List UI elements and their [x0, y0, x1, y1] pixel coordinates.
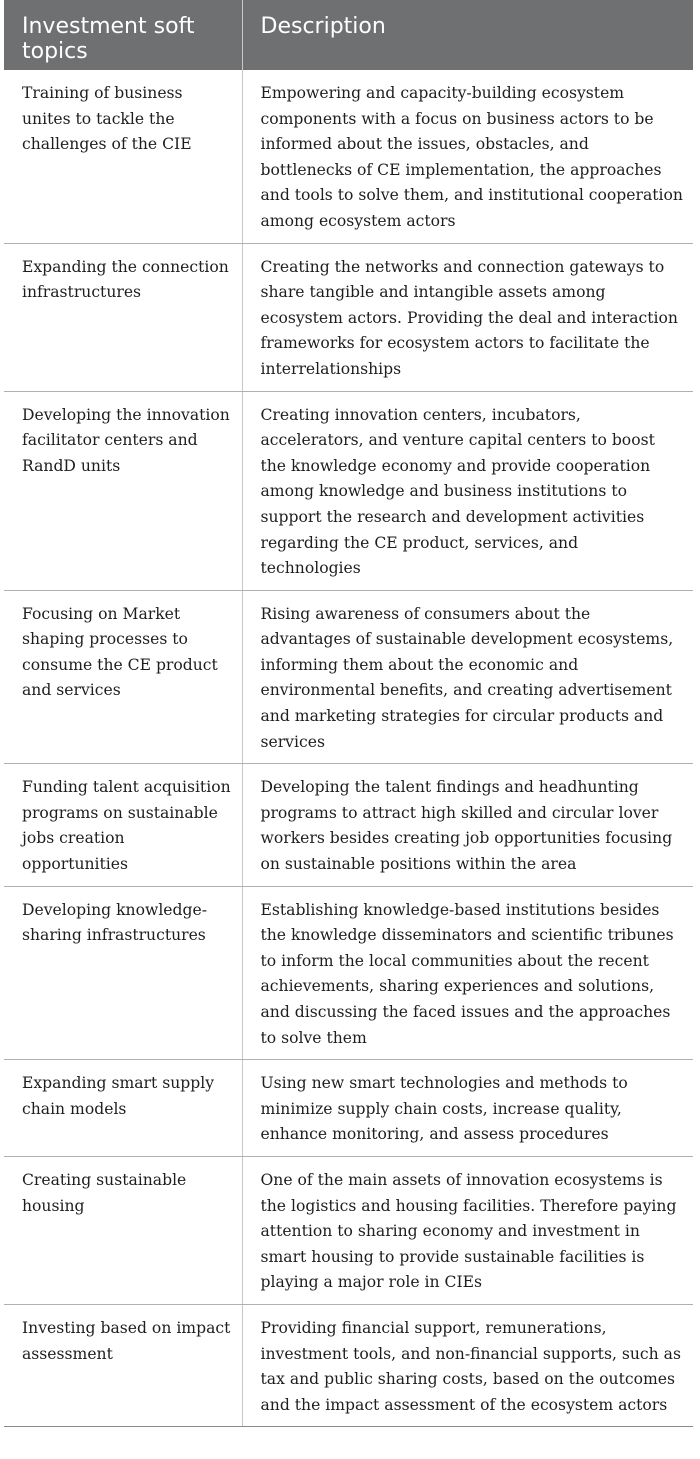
table-row [4, 1156, 693, 1304]
description-cell: Using new smart technologies and methods to minimize supply chain costs, increase quality, enhance monitoring, and assess procedures [242, 1060, 693, 1157]
table-row [4, 1304, 693, 1426]
table-row [4, 70, 693, 243]
topic-cell: Creating sustainable housing [4, 1156, 242, 1304]
description-cell: Rising awareness of consumers about the advantages of sustainable development ecosystems, informing them about the economic and environmental benefits, and creating advertisement and marketing strategies for circular products and services [242, 590, 693, 764]
header-description: Description [242, 0, 693, 70]
topic-cell: Developing knowledge-sharing infrastructures [4, 886, 242, 1060]
table-header [4, 0, 693, 70]
description-cell: Creating innovation centers, incubators, accelerators, and venture capital centers to boost the knowledge economy and provide cooperation among knowledge and business institutions to support the research and development activities regarding the CE product, services, and technologies [242, 391, 693, 590]
topic-cell: Expanding smart supply chain models [4, 1060, 242, 1157]
table-row [4, 391, 693, 590]
description-cell: Developing the talent findings and headhunting programs to attract high skilled and circular lover workers besides creating job opportunities focusing on sustainable positions within the area [242, 764, 693, 886]
topic-cell: Investing based on impact assessment [4, 1304, 242, 1426]
description-cell: One of the main assets of innovation ecosystems is the logistics and housing facilities. Therefore paying attention to sharing economy and investment in smart housing to provide sustainable facilities is playing a major role in CIEs [242, 1156, 693, 1304]
investment-topics-table [4, 0, 693, 1427]
header-investment-soft-topics: Investment soft topics [4, 0, 242, 70]
topic-cell: Funding talent acquisition programs on sustainable jobs creation opportunities [4, 764, 242, 886]
table-row [4, 886, 693, 1060]
topic-cell: Expanding the connection infrastructures [4, 243, 242, 391]
topic-cell: Developing the innovation facilitator centers and RandD units [4, 391, 242, 590]
table-body [4, 70, 693, 1427]
description-cell: Providing financial support, remunerations, investment tools, and non-financial supports, such as tax and public sharing costs, based on the outcomes and the impact assessment of the ecosystem actors [242, 1304, 693, 1426]
header-row [4, 0, 693, 70]
description-cell: Empowering and capacity-building ecosystem components with a focus on business actors to be informed about the issues, obstacles, and bottlenecks of CE implementation, the approaches and tools to solve them, and institutional cooperation among ecosystem actors [242, 70, 693, 243]
table-row [4, 764, 693, 886]
table-row [4, 1060, 693, 1157]
description-cell: Establishing knowledge-based institutions besides the knowledge disseminators and scientific tribunes to inform the local communities about the recent achievements, sharing experiences and solutions, and discussing the faced issues and the approaches to solve them [242, 886, 693, 1060]
topic-cell: Focusing on Market shaping processes to consume the CE product and services [4, 590, 242, 764]
table-row [4, 590, 693, 764]
description-cell: Creating the networks and connection gateways to share tangible and intangible assets among ecosystem actors. Providing the deal and interaction frameworks for ecosystem actors to facilitate the interrelationships [242, 243, 693, 391]
table-row [4, 243, 693, 391]
topic-cell: Training of business unites to tackle the challenges of the CIE [4, 70, 242, 243]
